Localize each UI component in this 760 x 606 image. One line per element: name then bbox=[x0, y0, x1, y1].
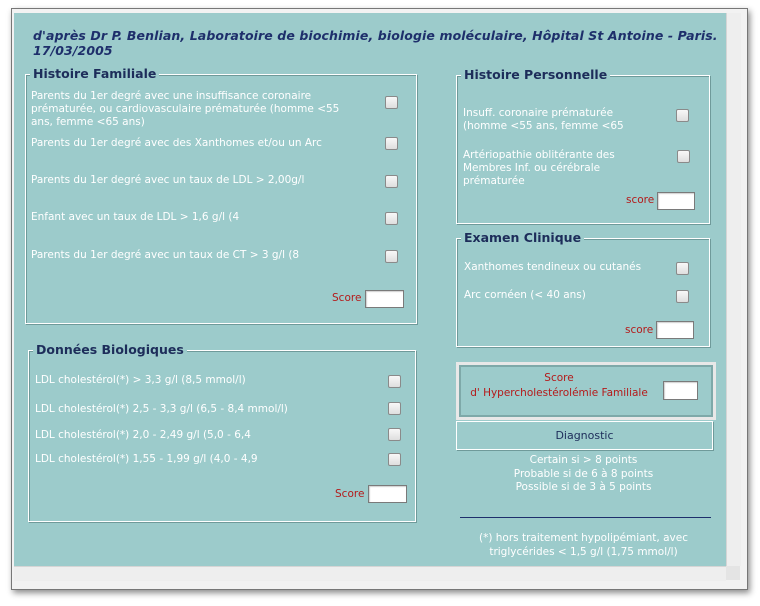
hf-score-field[interactable] bbox=[365, 290, 404, 308]
histoire-familiale-legend: Histoire Familiale bbox=[30, 66, 159, 81]
hp-item-2-checkbox[interactable] bbox=[677, 150, 690, 163]
vertical-scrollbar[interactable] bbox=[726, 13, 741, 566]
total-score-label: Score d' Hypercholestérolémie Familiale bbox=[470, 372, 648, 399]
separator-line bbox=[460, 517, 711, 518]
hp-item-1-label: Insuff. coronaire prématurée (homme <55 ans, femme <65 bbox=[463, 107, 624, 132]
page-title: d'après Dr P. Benlian, Laboratoire de biochimie, biologie moléculaire, Hôpital St Antoine - Paris. 17/03/2005 bbox=[33, 28, 718, 58]
hf-item-4-label: Enfant avec un taux de LDL > 1,6 g/l (4 bbox=[31, 211, 240, 223]
hp-item-2-label: Artériopathie oblitérante des Membres Inf. ou cérébrale prématurée bbox=[463, 149, 615, 187]
db-item-3-label: LDL cholestérol(*) 2,0 - 2,49 g/l (5,0 - 6,4 bbox=[35, 429, 251, 441]
db-item-3-checkbox[interactable] bbox=[388, 428, 401, 441]
db-item-2-checkbox[interactable] bbox=[388, 402, 401, 415]
hf-item-1-checkbox[interactable] bbox=[385, 96, 398, 109]
db-score-label: Score bbox=[335, 488, 365, 500]
total-score-field[interactable] bbox=[663, 381, 698, 400]
diagnostic-button[interactable]: Diagnostic bbox=[456, 421, 713, 450]
hp-score-label: score bbox=[626, 194, 655, 206]
hp-score-field[interactable] bbox=[657, 192, 695, 210]
donnees-biologiques-legend: Données Biologiques bbox=[33, 342, 187, 357]
diagnostic-legend: Certain si > 8 points Probable si de 6 à 8 points Possible si de 3 à 5 points bbox=[513, 454, 654, 493]
db-item-1-checkbox[interactable] bbox=[388, 375, 401, 388]
ec-item-2-checkbox[interactable] bbox=[676, 290, 689, 303]
ec-item-1-label: Xanthomes tendineux ou cutanés bbox=[464, 261, 642, 273]
hf-score-label: Score bbox=[332, 292, 362, 304]
ec-item-2-label: Arc cornéen (< 40 ans) bbox=[464, 289, 586, 301]
db-item-1-label: LDL cholestérol(*) > 3,3 g/l (8,5 mmol/l) bbox=[35, 374, 246, 386]
hf-item-5-checkbox[interactable] bbox=[385, 250, 398, 263]
hf-item-1-label: Parents du 1er degré avec une insuffisance coronaire prématurée, ou cardiovasculaire prématurée (homme <55 ans, femme <65 ans) bbox=[31, 90, 340, 128]
horizontal-scrollbar[interactable] bbox=[14, 566, 726, 581]
db-item-4-checkbox[interactable] bbox=[388, 453, 401, 466]
hf-item-4-checkbox[interactable] bbox=[385, 212, 398, 225]
ec-score-label: score bbox=[625, 324, 654, 336]
histoire-personnelle-legend: Histoire Personnelle bbox=[461, 67, 610, 82]
examen-clinique-legend: Examen Clinique bbox=[461, 230, 584, 245]
db-score-field[interactable] bbox=[368, 485, 407, 503]
ec-score-field[interactable] bbox=[656, 321, 694, 339]
hp-item-1-checkbox[interactable] bbox=[676, 109, 689, 122]
ec-item-1-checkbox[interactable] bbox=[676, 262, 689, 275]
footnote: (*) hors traitement hypolipémiant, avec triglycérides < 1,5 g/l (1,75 mmol/l) bbox=[479, 532, 688, 558]
hf-item-3-checkbox[interactable] bbox=[385, 175, 398, 188]
resize-grip-icon[interactable] bbox=[726, 566, 740, 580]
hf-item-2-checkbox[interactable] bbox=[385, 137, 398, 150]
db-item-4-label: LDL cholestérol(*) 1,55 - 1,99 g/l (4,0 - 4,9 bbox=[35, 453, 258, 465]
hf-item-2-label: Parents du 1er degré avec des Xanthomes et/ou un Arc bbox=[31, 137, 322, 149]
hf-item-3-label: Parents du 1er degré avec un taux de LDL > 2,00g/l bbox=[31, 174, 305, 186]
db-item-2-label: LDL cholestérol(*) 2,5 - 3,3 g/l (6,5 - 8,4 mmol/l) bbox=[35, 403, 288, 415]
hf-item-5-label: Parents du 1er degré avec un taux de CT > 3 g/l (8 bbox=[31, 249, 300, 261]
